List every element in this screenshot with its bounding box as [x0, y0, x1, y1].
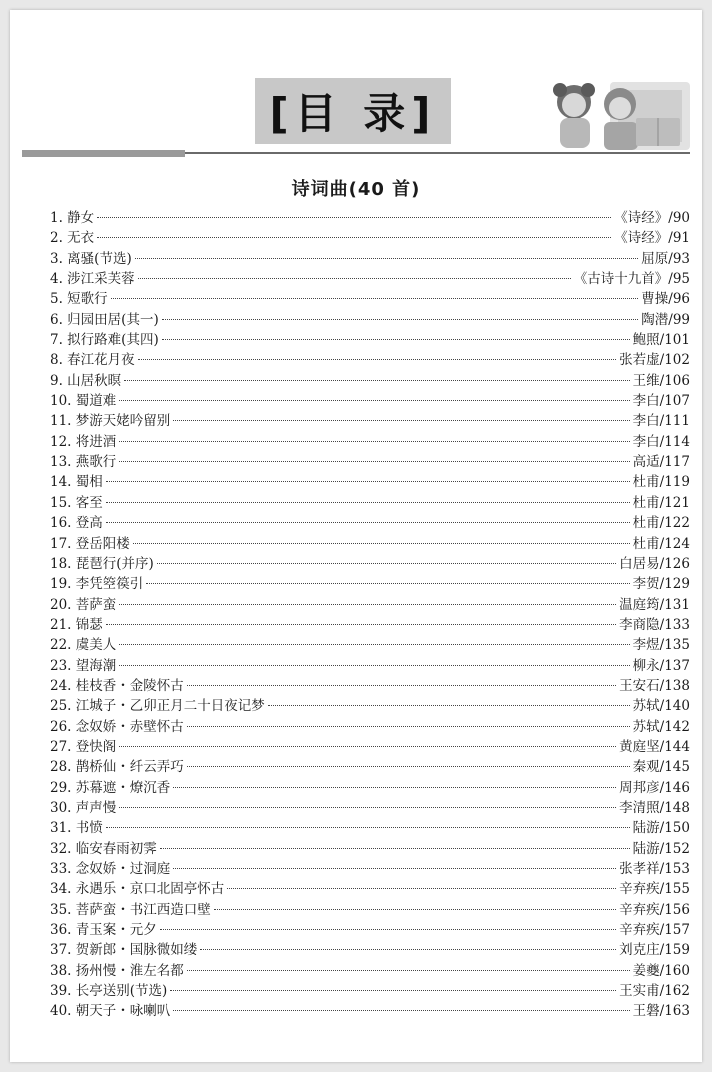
toc-entry-title: 6. 归园田居(其一) [50, 311, 159, 328]
toc-entry-author-page: 秦观/145 [632, 759, 690, 776]
toc-entry-author-page: 李煜/135 [632, 637, 690, 654]
toc-entry-title: 8. 春江花月夜 [50, 352, 135, 369]
table-of-contents [50, 208, 690, 1022]
toc-entry-author-page: 陶潜/99 [641, 311, 690, 328]
toc-entry-author-page: 李贺/129 [632, 576, 690, 593]
toc-entry-author-page: 李商隐/133 [619, 616, 690, 633]
dot-leader [170, 990, 616, 991]
toc-entry-title: 13. 燕歌行 [50, 454, 117, 471]
toc-entry [50, 635, 690, 655]
dot-leader [97, 217, 611, 218]
toc-entry-title: 17. 登岳阳楼 [50, 535, 130, 552]
toc-entry-title: 21. 锦瑟 [50, 616, 103, 633]
toc-entry [50, 778, 690, 798]
dot-leader [173, 868, 616, 869]
children-reading-icon [540, 72, 695, 154]
header-rule-thick [22, 150, 185, 157]
dot-leader [214, 909, 616, 910]
toc-entry [50, 208, 690, 228]
dot-leader [187, 685, 616, 686]
dot-leader [162, 339, 630, 340]
toc-entry-author-page: 周邦彦/146 [619, 779, 690, 796]
dot-leader [173, 420, 629, 421]
toc-entry [50, 900, 690, 920]
dot-leader [106, 481, 630, 482]
toc-entry-author-page: 陆游/152 [632, 840, 690, 857]
dot-leader [97, 237, 611, 238]
toc-entry-title: 36. 青玉案・元夕 [50, 922, 157, 939]
toc-entry [50, 554, 690, 574]
document-page [10, 10, 702, 1062]
dot-leader [200, 949, 616, 950]
toc-entry-author-page: 李白/111 [632, 413, 690, 430]
toc-entry-author-page: 姜夔/160 [632, 962, 690, 979]
toc-entry [50, 493, 690, 513]
section-title: 诗词曲(40 首) [291, 179, 421, 200]
toc-entry-author-page: 李清照/148 [619, 799, 690, 816]
toc-entry-title: 26. 念奴娇・赤壁怀古 [50, 718, 184, 735]
dot-leader [119, 604, 616, 605]
dot-leader [106, 522, 630, 523]
toc-entry-title: 31. 书愤 [50, 820, 103, 837]
toc-entry-title: 12. 将进酒 [50, 433, 117, 450]
toc-entry-title: 7. 拟行路难(其四) [50, 332, 159, 349]
toc-entry-title: 4. 涉江采芙蓉 [50, 271, 135, 288]
toc-entry [50, 717, 690, 737]
toc-entry-title: 30. 声声慢 [50, 799, 117, 816]
dot-leader [160, 929, 616, 930]
toc-entry-author-page: 杜甫/122 [632, 515, 690, 532]
toc-entry-title: 28. 鹊桥仙・纤云弄巧 [50, 759, 184, 776]
toc-entry-title: 29. 苏幕遮・燎沉香 [50, 779, 171, 796]
toc-entry [50, 818, 690, 838]
toc-entry [50, 839, 690, 859]
toc-entry-title: 9. 山居秋暝 [50, 372, 122, 389]
toc-entry [50, 269, 690, 289]
dot-leader [106, 624, 616, 625]
toc-entry [50, 228, 690, 248]
toc-entry [50, 432, 690, 452]
toc-entry-title: 20. 菩萨蛮 [50, 596, 117, 613]
toc-entry-author-page: 辛弃疾/156 [619, 901, 690, 918]
dot-leader [119, 461, 629, 462]
toc-entry-author-page: 杜甫/119 [632, 474, 690, 491]
toc-entry-author-page: 高适/117 [632, 454, 690, 471]
dot-leader [146, 583, 629, 584]
dot-leader [173, 1010, 629, 1011]
toc-entry-author-page: 《古诗十九首》/95 [573, 271, 690, 288]
toc-entry [50, 920, 690, 940]
toc-entry-author-page: 温庭筠/131 [619, 596, 690, 613]
toc-entry [50, 798, 690, 818]
dot-leader [119, 665, 629, 666]
toc-entry [50, 411, 690, 431]
toc-entry-author-page: 杜甫/124 [632, 535, 690, 552]
toc-entry [50, 391, 690, 411]
toc-entry-title: 22. 虞美人 [50, 637, 117, 654]
toc-entry [50, 879, 690, 899]
toc-entry-author-page: 杜甫/121 [632, 494, 690, 511]
toc-entry [50, 350, 690, 370]
toc-entry-author-page: 白居易/126 [619, 555, 690, 572]
dot-leader [133, 543, 630, 544]
toc-entry [50, 534, 690, 554]
toc-entry-title: 16. 登高 [50, 515, 103, 532]
dot-leader [138, 278, 571, 279]
dot-leader [119, 807, 616, 808]
dot-leader [124, 380, 630, 381]
toc-entry-author-page: 张若虚/102 [619, 352, 690, 369]
toc-entry [50, 656, 690, 676]
dot-leader [135, 258, 639, 259]
toc-entry-title: 35. 菩萨蛮・书江西造口壁 [50, 901, 211, 918]
toc-entry [50, 249, 690, 269]
toc-entry-author-page: 《诗经》/91 [614, 230, 690, 247]
toc-entry-author-page: 张孝祥/153 [619, 861, 690, 877]
toc-entry-author-page: 辛弃疾/157 [619, 922, 690, 939]
toc-entry-title: 25. 江城子・乙卯正月二十日夜记梦 [50, 698, 265, 715]
toc-entry-title: 3. 离骚(节选) [50, 250, 132, 267]
toc-entry-author-page: 辛弃疾/155 [619, 881, 690, 898]
toc-entry-title: 10. 蜀道难 [50, 393, 117, 410]
dot-leader [187, 970, 630, 971]
dot-leader [119, 400, 629, 401]
toc-entry [50, 310, 690, 330]
toc-entry [50, 676, 690, 696]
toc-entry-title: 5. 短歌行 [50, 291, 108, 308]
toc-entry-author-page: 李白/107 [632, 393, 690, 410]
toc-entry-author-page: 鲍照/101 [632, 332, 690, 349]
toc-entry-author-page: 黄庭坚/144 [619, 738, 690, 755]
toc-entry-title: 32. 临安春雨初霁 [50, 840, 157, 857]
toc-entry [50, 981, 690, 1001]
toc-entry-author-page: 陆游/150 [632, 820, 690, 837]
toc-entry-title: 34. 永遇乐・京口北固亭怀古 [50, 881, 225, 898]
toc-entry-title: 11. 梦游天姥吟留别 [50, 413, 171, 430]
dot-leader [119, 746, 616, 747]
toc-entry-title: 24. 桂枝香・金陵怀古 [50, 677, 184, 694]
toc-entry [50, 615, 690, 635]
dot-leader [106, 502, 630, 503]
toc-entry-title: 37. 贺新郎・国脉微如缕 [50, 942, 198, 959]
toc-entry [50, 452, 690, 472]
toc-entry-author-page: 曹操/96 [641, 291, 690, 308]
header-rule-thin [185, 152, 690, 154]
toc-entry [50, 574, 690, 594]
toc-entry [50, 595, 690, 615]
toc-entry-title: 23. 望海潮 [50, 657, 117, 674]
toc-entry-author-page: 王磐/163 [632, 1003, 690, 1020]
toc-entry [50, 859, 690, 879]
toc-entry-title: 1. 静女 [50, 210, 95, 226]
dot-leader [160, 848, 630, 849]
toc-entry-author-page: 李白/114 [632, 433, 690, 450]
toc-entry-title: 38. 扬州慢・淮左名都 [50, 962, 184, 979]
dot-leader [162, 319, 639, 320]
toc-entry [50, 940, 690, 960]
toc-entry-title: 33. 念奴娇・过洞庭 [50, 861, 171, 877]
dot-leader [119, 441, 629, 442]
toc-entry [50, 513, 690, 533]
toc-entry-title: 27. 登快阁 [50, 738, 117, 755]
toc-entry [50, 330, 690, 350]
toc-entry [50, 289, 690, 309]
toc-entry-author-page: 苏轼/140 [632, 698, 690, 715]
toc-entry [50, 737, 690, 757]
page-title: [目 录] [255, 78, 451, 144]
toc-entry-title: 15. 客至 [50, 494, 103, 511]
toc-entry-author-page: 王安石/138 [619, 677, 690, 694]
dot-leader [106, 827, 630, 828]
toc-entry [50, 961, 690, 981]
dot-leader [157, 563, 616, 564]
toc-entry-title: 39. 长亭送别(节选) [50, 983, 168, 1000]
toc-entry-title: 19. 李凭箜篌引 [50, 576, 144, 593]
dot-leader [111, 298, 639, 299]
toc-entry-author-page: 王实甫/162 [619, 983, 690, 1000]
toc-entry [50, 1001, 690, 1021]
dot-leader [173, 787, 616, 788]
toc-entry-title: 18. 琵琶行(并序) [50, 555, 154, 572]
toc-entry-author-page: 刘克庄/159 [619, 942, 690, 959]
dot-leader [187, 726, 630, 727]
toc-entry-author-page: 《诗经》/90 [614, 210, 690, 226]
dot-leader [187, 766, 630, 767]
dot-leader [138, 359, 617, 360]
dot-leader [268, 705, 630, 706]
toc-entry-title: 2. 无衣 [50, 230, 95, 247]
toc-entry-author-page: 柳永/137 [632, 657, 690, 674]
toc-entry-title: 40. 朝天子・咏喇叭 [50, 1003, 171, 1020]
dot-leader [227, 888, 616, 889]
dot-leader [119, 644, 629, 645]
toc-entry-title: 14. 蜀相 [50, 474, 103, 491]
toc-entry [50, 371, 690, 391]
toc-entry-author-page: 王维/106 [632, 372, 690, 389]
toc-entry [50, 757, 690, 777]
toc-entry [50, 472, 690, 492]
toc-entry [50, 696, 690, 716]
toc-entry-author-page: 苏轼/142 [632, 718, 690, 735]
toc-entry-author-page: 屈原/93 [641, 250, 690, 267]
